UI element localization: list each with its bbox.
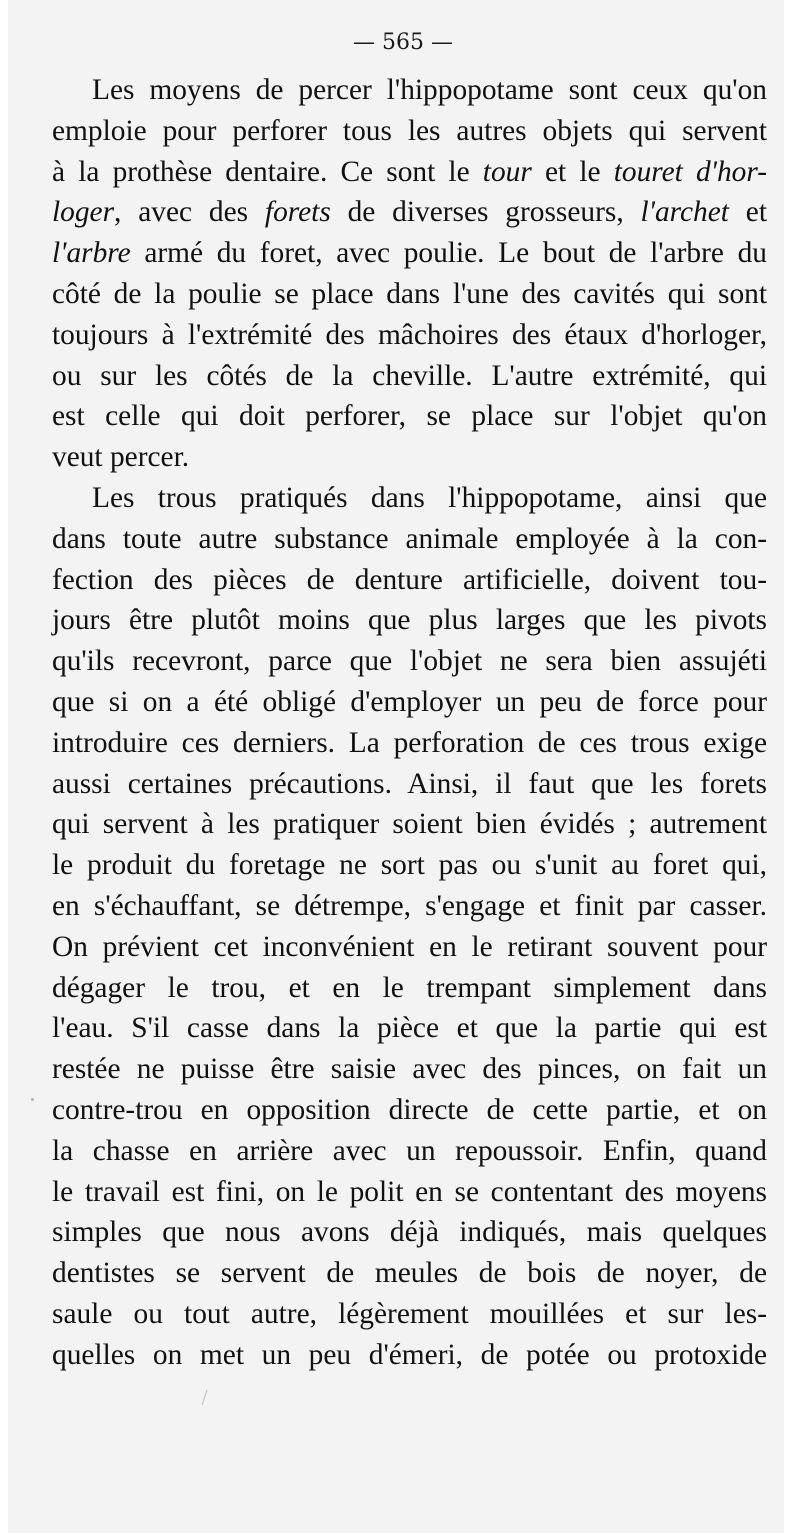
ink-dot <box>31 1098 34 1101</box>
text-segment: dégager le trou, et en le trempant simplement dans <box>52 971 767 1004</box>
italic-term: forets <box>264 196 331 229</box>
text-line <box>52 519 767 560</box>
text-segment: en s'échauffant, se détrempe, s'engage et finit par casser. <box>52 889 767 922</box>
page-number: — 565 — <box>353 30 453 55</box>
text-segment: veut percer. <box>52 441 190 474</box>
text-line <box>52 1253 767 1294</box>
text-line <box>52 437 767 478</box>
text-line <box>52 600 767 641</box>
text-line <box>52 478 767 519</box>
italic-term: l'arbre <box>52 237 131 270</box>
text-line <box>52 1294 767 1335</box>
text-segment: , avec des <box>114 196 265 229</box>
text-line <box>52 233 767 274</box>
text-segment: dans toute autre substance animale employée à la con- <box>52 522 767 555</box>
text-line <box>52 723 767 764</box>
text-line <box>52 886 767 927</box>
text-segment: le travail est fini, on le polit en se contentant des moyens <box>52 1175 767 1208</box>
text-segment: est celle qui doit perforer, se place sur l'objet qu'on <box>52 400 767 433</box>
text-line <box>52 70 767 111</box>
text-segment: On prévient cet inconvénient en le retirant souvent pour <box>52 930 767 963</box>
text-segment: et <box>728 196 768 229</box>
text-segment: restée ne puisse être saisie avec des pinces, on fait un <box>52 1053 767 1086</box>
text-segment: qui servent à les pratiquer soient bien évidés ; autrement <box>52 808 767 841</box>
text-segment: fection des pièces de denture artificielle, doivent tou- <box>52 563 767 596</box>
text-segment: toujours à l'extrémité des mâchoires des étaux d'horloger, <box>52 318 767 351</box>
text-segment: aussi certaines précautions. Ainsi, il faut que les forets <box>52 767 767 800</box>
text-line <box>52 315 767 356</box>
text-line <box>52 396 767 437</box>
text-segment: côté de la poulie se place dans l'une des cavités qui sont <box>52 277 767 310</box>
text-segment: que si on a été obligé d'employer un peu de force pour <box>52 685 767 718</box>
text-segment: la chasse en arrière avec un repoussoir. Enfin, quand <box>52 1134 767 1167</box>
text-line <box>52 111 767 152</box>
text-line <box>52 356 767 397</box>
text-segment: armé du foret, avec poulie. Le bout de l'arbre du <box>130 237 767 270</box>
text-line <box>52 927 767 968</box>
text-line <box>52 152 767 193</box>
text-line <box>52 764 767 805</box>
text-segment: de diverses grosseurs, <box>330 196 641 229</box>
text-line <box>52 1131 767 1172</box>
text-line <box>52 1212 767 1253</box>
text-line <box>52 804 767 845</box>
text-segment: dentistes se servent de meules de bois de noyer, de <box>52 1257 767 1290</box>
text-line <box>52 1008 767 1049</box>
text-segment: à la prothèse dentaire. Ce sont le <box>52 155 483 188</box>
ink-mark <box>202 1390 212 1407</box>
text-line <box>52 1172 767 1213</box>
text-line <box>52 968 767 1009</box>
italic-term: tour <box>482 155 532 188</box>
book-page <box>8 0 784 1533</box>
text-segment: simples que nous avons déjà indiqués, mais quelques <box>52 1216 767 1249</box>
text-line <box>52 560 767 601</box>
text-line <box>52 641 767 682</box>
text-segment: l'eau. S'il casse dans la pièce et que la partie qui est <box>52 1012 767 1045</box>
text-segment: contre-trou en opposition directe de cette partie, et on <box>52 1093 767 1126</box>
text-line <box>52 1335 767 1376</box>
italic-term: loger <box>52 196 115 229</box>
text-segment: jours être plutôt moins que plus larges que les pivots <box>52 604 767 637</box>
body-text <box>52 70 767 1376</box>
text-segment: Les trous pratiqués dans l'hippopotame, ainsi que <box>92 481 767 514</box>
text-segment: quelles on met un peu d'émeri, de potée ou protoxide <box>52 1338 767 1371</box>
text-segment: qu'ils recevront, parce que l'objet ne sera bien assujéti <box>52 645 767 678</box>
text-segment: le produit du foretage ne sort pas ou s'unit au foret qui, <box>52 849 767 882</box>
text-segment: introduire ces derniers. La perforation de ces trous exige <box>52 726 767 759</box>
text-segment: emploie pour perforer tous les autres objets qui servent <box>52 114 767 147</box>
italic-term: touret d'hor- <box>613 155 767 188</box>
text-line <box>52 274 767 315</box>
text-segment: et le <box>531 155 614 188</box>
text-line <box>52 845 767 886</box>
text-segment: ou sur les côtés de la cheville. L'autre extrémité, qui <box>52 359 767 392</box>
text-line <box>52 1049 767 1090</box>
text-line <box>52 192 767 233</box>
text-line <box>52 1090 767 1131</box>
text-line <box>52 682 767 723</box>
text-segment: Les moyens de percer l'hippopotame sont ceux qu'on <box>92 74 767 106</box>
text-segment: saule ou tout autre, légèrement mouillées et sur les- <box>52 1297 767 1330</box>
italic-term: l'archet <box>640 196 729 229</box>
